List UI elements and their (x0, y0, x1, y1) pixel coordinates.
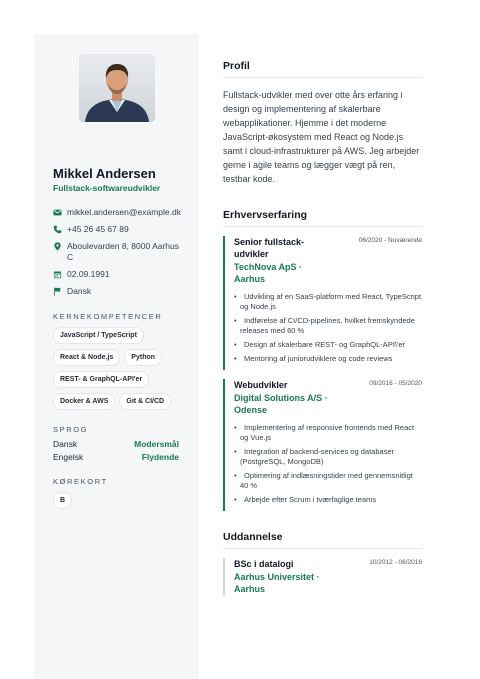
contact-address (53, 241, 187, 263)
education-school: Aarhus Universitet · Aarhus (234, 572, 320, 594)
job-company: TechNova ApS · Aarhus (234, 262, 303, 284)
job-bullet: • Arbejde efter Scrum i tværfaglige teams (234, 495, 422, 505)
phone-icon (53, 225, 62, 234)
candidate-name: Mikkel Andersen (53, 166, 156, 181)
skill-chip: React & Node.js (53, 349, 120, 366)
job-bullet: • Udvikling af en SaaS-platform med React, TypeScript og Node.js (234, 292, 422, 312)
skill-chip: JavaScript / TypeScript (53, 327, 144, 344)
contact-nationality-text: Dansk (67, 286, 92, 296)
language-level: Modersmål (134, 439, 179, 449)
sidebar (34, 34, 199, 679)
experience-section (223, 209, 444, 511)
job-bullet: • Optimering af indlæsningstider med gennemsnitligt 40 % (234, 471, 422, 491)
contact-phone[interactable] (53, 224, 187, 235)
flag-icon (53, 287, 62, 296)
main-content (199, 34, 444, 679)
job-date: 06/2020 - Nuværende (358, 237, 422, 244)
license-chip: B (53, 492, 72, 509)
job-bullet: • Indførelse af CI/CD-pipelines, hvilket fremskyndede releases med 60 % (234, 316, 422, 336)
languages-list (53, 439, 187, 462)
education-section (223, 531, 444, 595)
license-list (53, 492, 181, 509)
education-degree: BSc i datalogi (234, 559, 294, 569)
language-level: Flydende (141, 452, 179, 462)
job-title: Senior fullstack-udvikler (234, 237, 305, 259)
contact-list (53, 207, 187, 297)
contact-phone-text: +45 26 45 67 89 (67, 224, 129, 234)
profile-text: Fullstack-udvikler med over otte års erfaring i design og implementering af skalerbare webapplikationer. Hjemme i det moderne JavaScript-økosystem med React og Node.js samt i cloud-infrastrukturer på AWS. Jeg arbejder gerne i agile teams og lægger vægt på ren, testbar kode. (223, 90, 420, 184)
skill-chip: Git & CI/CD (119, 393, 171, 410)
skills-title: KERNEKOMPETENCER (53, 312, 163, 321)
job-bullets (234, 423, 422, 511)
education-entry (223, 558, 422, 595)
education-heading: Uddannelse (223, 531, 422, 549)
contact-email-text: mikkel.andersen@example.dk (67, 207, 181, 217)
mail-icon (53, 208, 62, 217)
job-entry (223, 379, 422, 511)
cv-page (34, 34, 444, 679)
profile-photo (79, 54, 155, 122)
candidate-role: Fullstack-softwareudvikler (53, 183, 161, 193)
job-title: Webudvikler (234, 380, 288, 390)
languages-title: SPROG (53, 425, 89, 434)
license-title: KØREKORT (53, 477, 108, 486)
skill-chip: Python (124, 349, 162, 366)
skill-chip: REST- & GraphQL-API'er (53, 371, 149, 388)
job-bullet: • Implementering af responsive frontends med React og Vue.js (234, 423, 422, 443)
contact-email[interactable] (53, 207, 187, 218)
education-date: 10/2012 - 08/2016 (369, 559, 422, 566)
skills-list (53, 327, 181, 410)
experience-heading: Erhvervserfaring (223, 209, 422, 227)
language-row (53, 439, 179, 449)
contact-nationality (53, 286, 187, 297)
skill-chip: Docker & AWS (53, 393, 115, 410)
job-bullets (234, 292, 422, 370)
job-bullet: • Design af skalerbare REST- og GraphQL-API\'er (234, 340, 422, 350)
contact-address-text: Aboulevarden 8, 8000 Aarhus C (67, 241, 180, 262)
job-entry (223, 236, 422, 370)
contact-birthdate (53, 269, 187, 280)
profile-heading: Profil (223, 60, 422, 78)
job-bullet: • Integration af backend-services og databaser (PostgreSQL, MongoDB) (234, 447, 422, 467)
job-date: 09/2016 - 05/2020 (369, 380, 422, 387)
job-company: Digital Solutions A/S · Odense (234, 393, 328, 415)
language-name: Engelsk (53, 452, 84, 462)
language-name: Dansk (53, 439, 78, 449)
language-row (53, 452, 179, 462)
location-pin-icon (53, 242, 62, 251)
calendar-icon (53, 270, 62, 279)
contact-birthdate-text: 02.09.1991 (67, 269, 110, 279)
job-bullet: • Mentoring af juniorudviklere og code reviews (234, 354, 422, 364)
